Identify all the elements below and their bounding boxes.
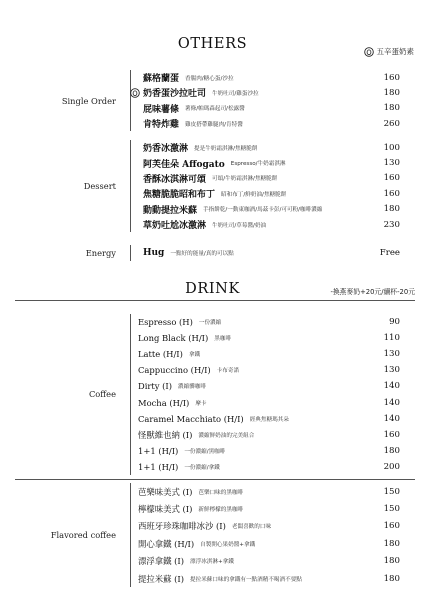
menu-item [143, 140, 400, 155]
item-name: 動動提拉米蘇 [143, 205, 198, 216]
item-list [130, 140, 425, 232]
divider [15, 479, 415, 480]
item-name: 1+1 (H/I) [138, 461, 179, 472]
menu-item [138, 394, 400, 410]
item-price: 180 [383, 538, 400, 549]
item-price: 160 [383, 173, 400, 184]
section-dessert [0, 140, 425, 232]
item-description: 經典焦糖瑪其朵 [249, 416, 289, 423]
item-price: 130 [383, 365, 400, 376]
menu-item [143, 85, 400, 100]
item-price: 180 [383, 556, 400, 567]
menu-item [138, 362, 400, 378]
section-flavored-coffee [0, 483, 425, 587]
item-price: 180 [383, 87, 400, 98]
item-description: 一份濃縮/黑咖啡 [184, 448, 226, 455]
item-name: 香酥冰淇淋可頌 [143, 174, 207, 185]
item-name: Caramel Macchiato (H/I) [138, 413, 244, 424]
menu-item [143, 101, 400, 116]
menu-item [138, 378, 400, 394]
item-name: 檸檬味美式 (I) [138, 504, 193, 515]
section-single-order [0, 70, 425, 131]
menu-item [138, 411, 400, 427]
item-description: 一點好的能量/真的可以點 [170, 251, 234, 257]
menu-item [138, 427, 400, 443]
menu-item [138, 443, 400, 459]
item-name: 奶香冰激淋 [143, 144, 189, 155]
item-price: 150 [383, 504, 400, 515]
item-price: 180 [383, 445, 400, 456]
item-description: 牛奶吐司/雞蛋沙拉 [212, 90, 259, 97]
item-description: 提是牛奶霜淇淋/焦糖脆餅 [194, 145, 258, 152]
item-description: Espresso/牛奶霜淇淋 [230, 161, 286, 168]
category-label: Coffee [88, 389, 116, 400]
item-name: 怪獸維也納 (I) [138, 429, 193, 440]
category-label: Flavored coffee [50, 530, 116, 541]
section-coffee [0, 314, 425, 475]
item-price: 140 [383, 381, 400, 392]
item-name: 芭樂味美式 (I) [138, 486, 193, 497]
item-name: 西班牙珍珠咖啡冰沙 (I) [138, 521, 226, 532]
item-description: 濃縮鮮奶油的完美組合 [198, 432, 255, 439]
item-price: 130 [383, 158, 400, 169]
item-description: 老闆喜歡的口味 [231, 524, 272, 531]
item-price: 100 [383, 142, 400, 153]
item-description: 手指餅乾/一動東咖酒/馬茲卡彭/可可粉/咖啡濃縮 [203, 207, 323, 214]
item-price: 160 [383, 521, 400, 532]
menu-item [138, 330, 400, 346]
item-name: 開心拿鐵 (H/I) [138, 538, 195, 549]
item-name: 阿芙佳朵 Affogato [143, 159, 225, 170]
menu-item [143, 202, 400, 217]
menu-item [143, 217, 400, 232]
item-description: 一份濃縮 [198, 320, 222, 327]
item-description: 雞皮搭帶雞腿肉/肯特醬 [185, 121, 243, 128]
menu-item [138, 500, 400, 517]
item-description: 漂浮冰淇淋+拿鐵 [190, 559, 234, 566]
item-price: 180 [383, 573, 400, 584]
item-description: 卡布奇諾 [216, 368, 240, 375]
item-name: 焦糖脆脆昭和布丁 [143, 190, 216, 201]
divider [15, 300, 415, 301]
egg-milk-vegetarian-icon [130, 88, 140, 98]
section-energy [0, 245, 425, 261]
item-price: 260 [383, 118, 400, 129]
menu-item [143, 155, 400, 170]
item-name: Latte (H/I) [138, 349, 183, 360]
item-price: 140 [383, 413, 400, 424]
menu-item [138, 535, 400, 552]
item-description: 摩卡 [195, 400, 207, 407]
item-description: 牛奶吐司/草莓醬/奶油 [212, 222, 267, 229]
item-price: 230 [383, 219, 400, 230]
item-description: 拿鐵 [188, 352, 201, 359]
item-description: 可頌/牛奶霜淇淋/焦糖脆餅 [212, 176, 278, 183]
item-name: 屁味薯條 [143, 104, 180, 115]
item-name: 草奶吐尬冰激淋 [143, 221, 207, 232]
menu-item [143, 186, 400, 201]
item-list [130, 314, 425, 475]
item-description: 新鮮檸檬的黑咖啡 [198, 507, 244, 514]
menu-item [138, 459, 400, 475]
item-price: 140 [383, 397, 400, 408]
egg-milk-vegetarian-icon [364, 47, 374, 57]
item-name: 漂浮拿鐵 (I) [138, 556, 185, 567]
item-description: 香腸肉/糖心蛋/沙拉 [185, 75, 234, 82]
item-name: Mocha (H/I) [138, 397, 190, 408]
menu-item [143, 171, 400, 186]
menu-item [143, 116, 400, 131]
category-label: Energy [85, 248, 116, 258]
item-price: 90 [389, 317, 400, 328]
item-price: Free [379, 248, 400, 258]
drink-surcharge-note: -換燕麥奶+20元/續杯-20元 [330, 288, 415, 296]
menu-item [143, 70, 400, 85]
item-price: 150 [383, 486, 400, 497]
item-description: 濃縮髒咖啡 [178, 384, 206, 391]
category-label: Single Order [61, 95, 116, 106]
item-name: 蘇格蘭蛋 [143, 74, 180, 85]
item-description: 自製開心果奶醬+拿鐵 [200, 541, 256, 548]
item-description: 昭和布丁/鮮奶油/焦糖脆餅 [221, 191, 287, 198]
item-price: 160 [383, 72, 400, 83]
item-name: Dirty (I) [138, 381, 172, 392]
item-name-wrap [143, 86, 206, 99]
item-price: 160 [383, 429, 400, 440]
item-description: 薯條/帕瑪森起司/松露醬 [185, 106, 245, 113]
menu-item [138, 518, 400, 535]
menu-item [138, 314, 400, 330]
vegetarian-legend [364, 46, 415, 57]
menu-item [138, 553, 400, 570]
drink-title: DRINK [185, 281, 240, 297]
item-list [130, 483, 425, 587]
item-description: 芭樂口味的黑咖啡 [198, 489, 244, 496]
item-description: 一份濃縮/拿鐵 [184, 464, 220, 471]
item-price: 200 [383, 461, 400, 472]
menu-item [138, 483, 400, 500]
legend-label: 五辛蛋奶素 [376, 47, 414, 56]
menu-item [138, 570, 400, 587]
item-price: 130 [383, 349, 400, 360]
item-name: Cappuccino (H/I) [138, 365, 211, 376]
item-name: 奶香蛋沙拉吐司 [143, 89, 207, 100]
item-name: Hug [143, 248, 165, 258]
others-title: OTHERS [177, 36, 248, 52]
category-label: Dessert [83, 181, 116, 192]
item-name: Long Black (H/I) [138, 333, 209, 344]
item-list [130, 70, 425, 131]
item-name: 肯特炸雞 [143, 120, 180, 131]
item-price: 180 [383, 204, 400, 215]
item-price: 160 [383, 188, 400, 199]
item-name: 提拉米蘇 (I) [138, 573, 185, 584]
menu-item [138, 346, 400, 362]
item-name: 1+1 (H/I) [138, 445, 179, 456]
item-description: 黑咖啡 [214, 336, 232, 343]
item-list [130, 245, 425, 261]
item-description: 提拉米蘇口味的拿鐵有一點酒精不喝酒不要點 [190, 576, 302, 583]
item-price: 110 [383, 333, 400, 344]
item-price: 180 [383, 103, 400, 114]
item-name: Espresso (H) [138, 317, 193, 328]
menu-item [143, 245, 400, 261]
